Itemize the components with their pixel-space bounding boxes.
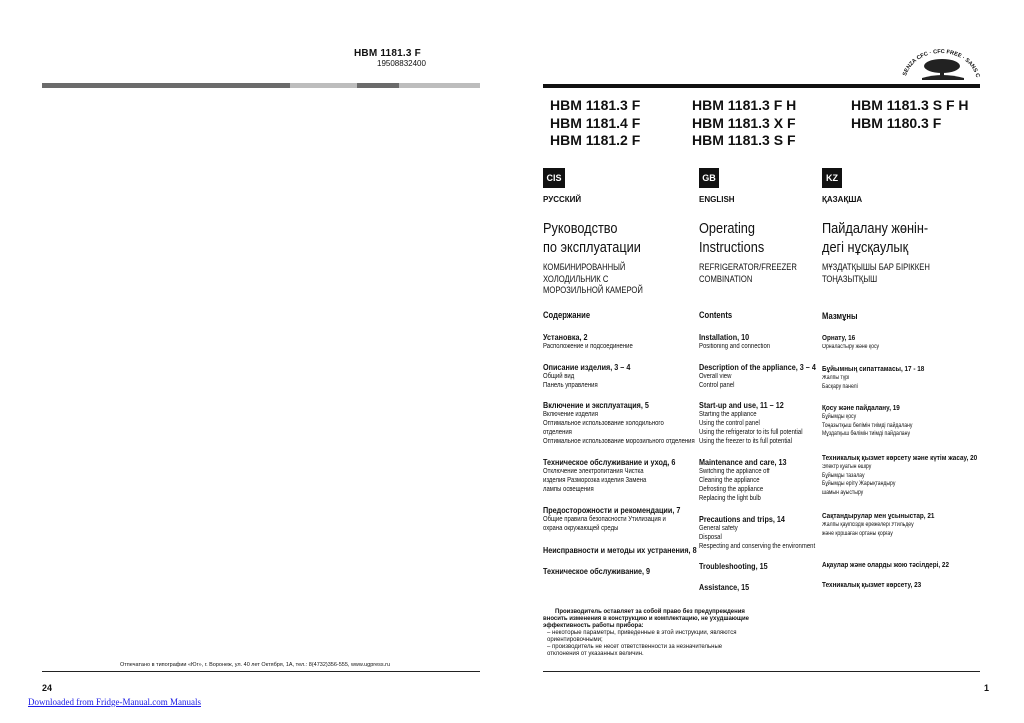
header-bar-segment-3 (357, 83, 399, 88)
toc-ru-5: Предосторожности и рекомендации, 7 (543, 505, 681, 515)
left-footer-rule (42, 671, 480, 672)
toc-kz-1-sub: Орналастыру және қосу (822, 344, 880, 350)
right-header-rule (543, 84, 980, 88)
manufacturer-notice (543, 609, 753, 658)
contents-heading-en: Contents (699, 310, 733, 320)
toc-en-5-sub: General safety Disposal Respecting and conserving the environment (699, 525, 816, 550)
toc-ru-4: Техническое обслуживание и уход, 6 (543, 457, 676, 467)
toc-ru-7: Техническое обслуживание, 9 (543, 566, 651, 576)
header-bar-segment-2 (290, 83, 357, 88)
toc-en-1: Installation, 10 (699, 332, 750, 342)
notice-item-2: – производитель не несет ответственности за незначительные отклонения от указанных величин. (547, 644, 723, 657)
toc-en-7: Assistance, 15 (699, 582, 750, 592)
notice-bold-text: Производитель оставляет за собой право без предупреждения вносить изменения в конструкцию и комплектацию, не ухудшающие эффективность работы прибора: (543, 609, 749, 629)
toc-ru-5-sub: Общие правила безопасности Утилизация и охрана окружающей среды (543, 516, 666, 532)
toc-kz-7: Техникалық қызмет көрсету, 23 (822, 580, 922, 589)
toc-en-6: Troubleshooting, 15 (699, 561, 768, 571)
toc-kz-3-sub: Бұйымды қосу Тоңазытқыш бөлімін тиімді пайдалану Мұздатқыш бөлімін тиімді пайдалану (822, 414, 913, 437)
toc-en-1-sub: Positioning and connection (699, 343, 771, 350)
toc-en-3-sub: Starting the appliance Using the control panel Using the refrigerator to its full potential Using the freezer to its full potential (699, 411, 803, 445)
toc-en-2-sub: Overall view Control panel (699, 373, 735, 389)
toc-en-5: Precautions and trips, 14 (699, 514, 785, 524)
toc-kz-2: Бұйымның сипаттамасы, 17 - 18 (822, 364, 925, 373)
toc-kz-5-sub: Жалпы қауіпсіздік ережелері Утильдеу және қоршаған ортаны қорғау (822, 522, 914, 537)
contents-heading-kz: Мазмұны (822, 311, 858, 321)
toc-en-2: Description of the appliance, 3 – 4 (699, 362, 816, 372)
model-list-col-3: HBM 1181.3 S F H HBM 1180.3 F (851, 97, 969, 131)
doc-title-en: Operating Instructions (699, 220, 765, 256)
toc-kz-4-sub: Электр қуатын өшіру Бұйымды тазалау Бұйымды еріту Жарықтандыру шамын ауыстыру (822, 464, 896, 496)
toc-ru-2-sub: Общий вид Панель управления (543, 373, 598, 389)
print-info: Отпечатано в типографии «Юг», г. Воронеж, ул. 40 лет Октября, 1А, тел.: 8(4732)356-555, www.ugpress.ru (120, 662, 391, 668)
toc-kz-3: Қосу және пайдалану, 19 (822, 403, 900, 412)
toc-ru-3: Включение и эксплуатация, 5 (543, 400, 649, 410)
toc-ru-6: Неисправности и методы их устранения, 8 (543, 545, 697, 555)
toc-kz-1: Орнату, 16 (822, 333, 856, 342)
toc-en-3: Start-up and use, 11 – 12 (699, 400, 784, 410)
toc-kz-4: Техникалық қызмет көрсету және күтім жасау, 20 (822, 453, 978, 462)
model-list-col-2: HBM 1181.3 F H HBM 1181.3 X F HBM 1181.3 S F (692, 97, 797, 148)
left-page-number: 24 (42, 683, 53, 693)
left-model-title: HBM 1181.3 F (354, 48, 421, 59)
toc-ru-2: Описание изделия, 3 – 4 (543, 362, 631, 372)
doc-title-kz: Пайдалану жөнін- дегі нұсқаулық (822, 220, 929, 256)
cfc-logo-text: SENZA CFC · CFC FREE · SANS C (902, 48, 981, 79)
doc-subtitle-kz: МҰЗДАТҚЫШЫ БАР БІРІККЕН ТОҢАЗЫТҚЫШ (822, 262, 930, 284)
toc-en-4-sub: Switching the appliance off Cleaning the appliance Defrosting the appliance Replacing the light bulb (699, 468, 770, 502)
header-bar-segment-1 (42, 83, 290, 88)
toc-en-4: Maintenance and care, 13 (699, 457, 787, 467)
contents-heading-ru: Содержание (543, 310, 591, 320)
toc-kz-2-sub: Жалпы түрі Басқару панелі (822, 375, 858, 390)
header-bar-segment-4 (399, 83, 480, 88)
lang-name-kz: ҚАЗАҚША (822, 195, 863, 204)
toc-kz-5: Сақтандырулар мен ұсыныстар, 21 (822, 511, 935, 520)
left-model-code: 19508832400 (377, 59, 426, 68)
lang-name-ru: РУССКИЙ (543, 195, 582, 204)
doc-title-ru: Руководство по эксплуатации (543, 220, 641, 256)
cfc-free-logo (898, 36, 982, 84)
right-footer-rule (543, 671, 980, 672)
toc-ru-3-sub: Включение изделия Оптимальное использование холодильного отделения Оптимальное использование морозильного отделения (543, 411, 695, 445)
doc-subtitle-en: REFRIGERATOR/FREEZER COMBINATION (699, 262, 797, 284)
download-link[interactable]: Downloaded from Fridge-Manual.com Manuals (28, 697, 201, 707)
right-page-number: 1 (984, 683, 990, 693)
doc-subtitle-ru: КОМБИНИРОВАННЫЙ ХОЛОДИЛЬНИК С МОРОЗИЛЬНОЙ КАМЕРОЙ (543, 262, 643, 295)
lang-name-en: ENGLISH (699, 195, 735, 204)
notice-item-1: – некоторые параметры, приведенные в этой инструкции, являются ориентировочными; (547, 630, 737, 643)
toc-ru-1-sub: Расположение и подсоединение (543, 343, 633, 350)
model-list-col-1: HBM 1181.3 F HBM 1181.4 F HBM 1181.2 F (550, 97, 641, 148)
lang-code-gb: GB (699, 168, 719, 188)
lang-code-kz: KZ (822, 168, 842, 188)
lang-code-cis: CIS (543, 168, 565, 188)
toc-kz-6: Ақаулар және оларды жою тәсілдері, 22 (822, 560, 950, 569)
toc-ru-4-sub: Отключение электропитания Чистка изделия Разморозка изделия Замена лампы освещения (543, 468, 647, 493)
toc-ru-1: Установка, 2 (543, 332, 588, 342)
